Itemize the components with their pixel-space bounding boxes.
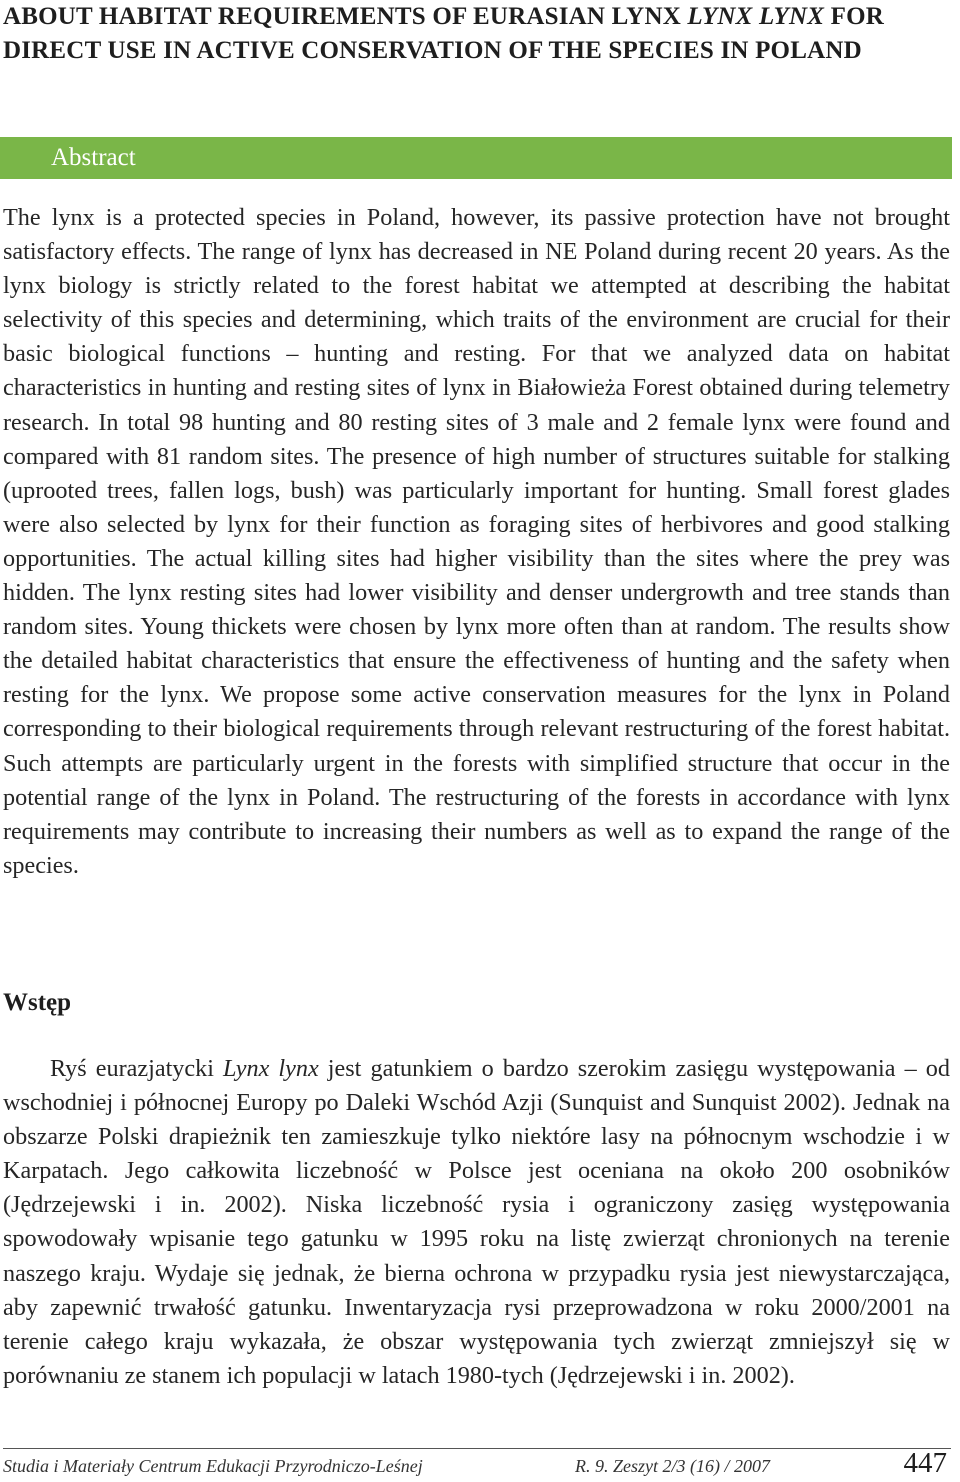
article-title [3, 0, 953, 68]
abstract-paragraph: The lynx is a protected species in Poland, however, its passive protection have not brought satisfactory effects. The range of lynx has decreased in NE Poland during recent 20 years. As the lynx biology is strictly related to the forest habitat we attempted at describing the habitat selectivity of this species and determining, which traits of the environment are crucial for their basic biological functions – hunting and resting. For that we analyzed data on habitat characteristics in hunting and resting sites of lynx in Białowieża Forest obtained during telemetry research. In total 98 hunting and 80 resting sites of 3 male and 2 female lynx were found and compared with 81 random sites. The presence of high number of structures suitable for stalking (uprooted trees, fallen logs, bush) was particularly important for hunting. Small forest glades were also selected by lynx for their function as foraging sites of herbivores and good stalking opportunities. The actual killing sites had higher visibility than the sites where the prey was hidden. The lynx resting sites had lower visibility and denser undergrowth and tree stands than random sites. Young thickets were chosen by lynx more often than at random. The results show the detailed habitat characteristics that ensure the effectiveness of hunting and the safety when resting for the lynx. We propose some active conservation measures for the lynx in Poland corresponding to their biological requirements through relevant restructuring of the forest habitat. Such attempts are particularly urgent in the forests with simplified structure that occur in the potential range of the lynx in Poland. The restructuring of the forests in accordance with lynx requirements may contribute to increasing their numbers as well as to expand the range of the species. [3, 204, 950, 879]
introduction-paragraph [3, 1052, 950, 1393]
title-species-name: LYNX LYNX [687, 3, 825, 30]
footer-issue-info: R. 9. Zeszyt 2/3 (16) / 2007 [575, 1456, 770, 1476]
page-footer [3, 1447, 951, 1481]
intro-species-name: Lynx lynx [223, 1055, 319, 1082]
section-heading-wstep: Wstęp [3, 989, 72, 1016]
intro-text-rest: jest gatunkiem o bardzo szerokim zasięgu występowania – od wschodniej i północnej Europy po Daleki Wschód Azji (Sunquist and Sunquist 2002). Jednak na obszarze Polski drapieżnik ten zamieszkuje tylko niektóre lasy na północnym wschodzie i w Karpatach. Jego całkowita liczebność w Polsce jest oceniana na około 200 osobników (Jędrzejewski i in. 2002). Niska liczebność rysia i ograniczony zasięg występowania spowodowały wpisanie tego gatunku w 1995 roku na listę zwierząt chronionych na terenie naszego kraju. Wydaje się jednak, że bierna ochrona w przypadku rysia jest niewystarczająca, aby zapewnić trwałość gatunku. Inwentaryzacja rysi przeprowadzona w roku 2000/2001 na terenie całego kraju wykazała, że obszar występowania tych zwierząt zmniejszył się w porównaniu ze stanem ich populacji w latach 1980-tych (Jędrzejewski i in. 2002). [3, 1055, 950, 1389]
title-part-2: FOR DIRECT USE IN ACTIVE CONSERVATION OF THE SPECIES IN POLAND [3, 3, 884, 64]
title-part-1: ABOUT HABITAT REQUIREMENTS OF EURASIAN LYNX [3, 3, 688, 30]
footer-page-number: 447 [903, 1447, 947, 1479]
intro-text-start: Ryś eurazjatycki [50, 1055, 224, 1082]
footer-journal-name: Studia i Materiały Centrum Edukacji Przyrodniczo-Leśnej [3, 1456, 423, 1476]
footer-divider [3, 1448, 951, 1449]
abstract-heading-bar [0, 137, 952, 179]
abstract-heading: Abstract [51, 144, 136, 171]
